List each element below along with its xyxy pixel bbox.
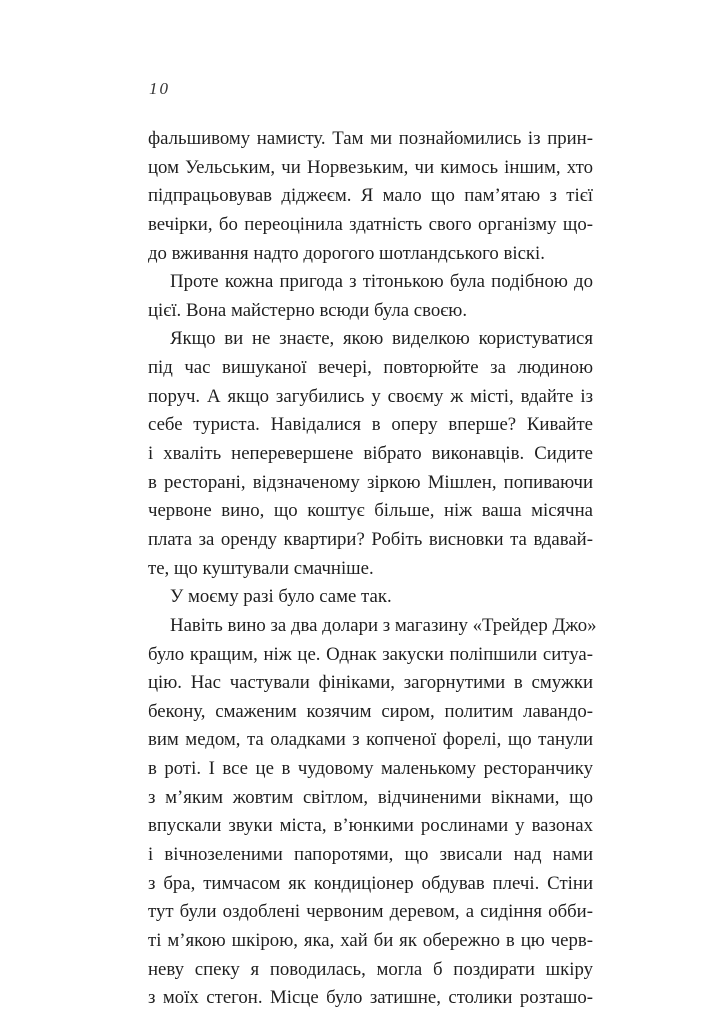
text-line: У моєму разі було саме так. bbox=[170, 586, 392, 608]
text-line: плата за оренду квартири? Робіть висновки та вдавай- bbox=[148, 528, 593, 550]
text-line: з м’яким жовтим світлом, відчиненими вікнами, що bbox=[148, 786, 593, 808]
text-line: поруч. А якщо загубились у своєму ж місті, вдайте із bbox=[148, 385, 593, 407]
text-line: цію. Нас частували фініками, загорнутими в смужки bbox=[148, 672, 593, 694]
text-line: з моїх стегон. Місце було затишне, столики розташо- bbox=[148, 987, 593, 1009]
text-line: Якщо ви не знаєте, якою виделкою користуватися bbox=[170, 328, 593, 350]
text-line: до вживання надто дорогого шотландського віскі. bbox=[148, 242, 545, 264]
text-line: в роті. І все це в чудовому маленькому ресторанчику bbox=[148, 758, 593, 780]
text-line: підпрацьовував діджеєм. Я мало що пам’ятаю з тієї bbox=[148, 185, 593, 207]
text-line: і хваліть неперевершене вібрато виконавців. Сидите bbox=[148, 443, 593, 465]
text-line: Навіть вино за два долари з магазину «Трейдер Джо» bbox=[170, 614, 597, 636]
page-number: 10 bbox=[149, 79, 170, 98]
text-line: цом Уельським, чи Норвезьким, чи кимось іншим, хто bbox=[148, 156, 593, 178]
text-line: фальшивому намисту. Там ми познайомились із прин- bbox=[148, 128, 593, 149]
text-line: ті м’якою шкірою, яка, хай би як обережно в цю черв- bbox=[148, 929, 593, 951]
text-line: і вічнозеленими папоротями, що звисали над нами bbox=[148, 844, 593, 866]
text-line: вим медом, та оладками з копченої форелі, що танули bbox=[148, 729, 593, 751]
text-line: з бра, тимчасом як кондиціонер обдував плечі. Стіни bbox=[148, 872, 593, 894]
text-line: червоне вино, що коштує більше, ніж ваша місячна bbox=[148, 500, 593, 522]
text-line: неву спеку я поводилась, могла б поздирати шкіру bbox=[148, 958, 593, 980]
text-line: цієї. Вона майстерно всюди була своєю. bbox=[148, 299, 468, 321]
text-line: бекону, смаженим козячим сиром, политим лавандо- bbox=[148, 700, 593, 722]
text-line: Проте кожна пригода з тітонькою була подібною до bbox=[170, 271, 593, 293]
body-text bbox=[148, 125, 597, 1013]
text-line: себе туриста. Навідалися в оперу вперше? Кивайте bbox=[148, 414, 593, 436]
text-line: під час вишуканої вечері, повторюйте за людиною bbox=[148, 357, 593, 379]
text-line: тут були оздоблені червоним деревом, а сидіння обби- bbox=[148, 901, 593, 923]
text-line: було кращим, ніж це. Однак закуски поліпшили ситуа- bbox=[148, 643, 593, 665]
text-line: вечірки, бо переоцінила здатність свого організму що- bbox=[148, 213, 593, 235]
text-line: в ресторані, відзначеному зіркою Мішлен, попиваючи bbox=[148, 471, 593, 493]
text-line: те, що куштували смачніше. bbox=[148, 557, 374, 579]
text-line: впускали звуки міста, в’юнкими рослинами у вазонах bbox=[148, 815, 593, 837]
